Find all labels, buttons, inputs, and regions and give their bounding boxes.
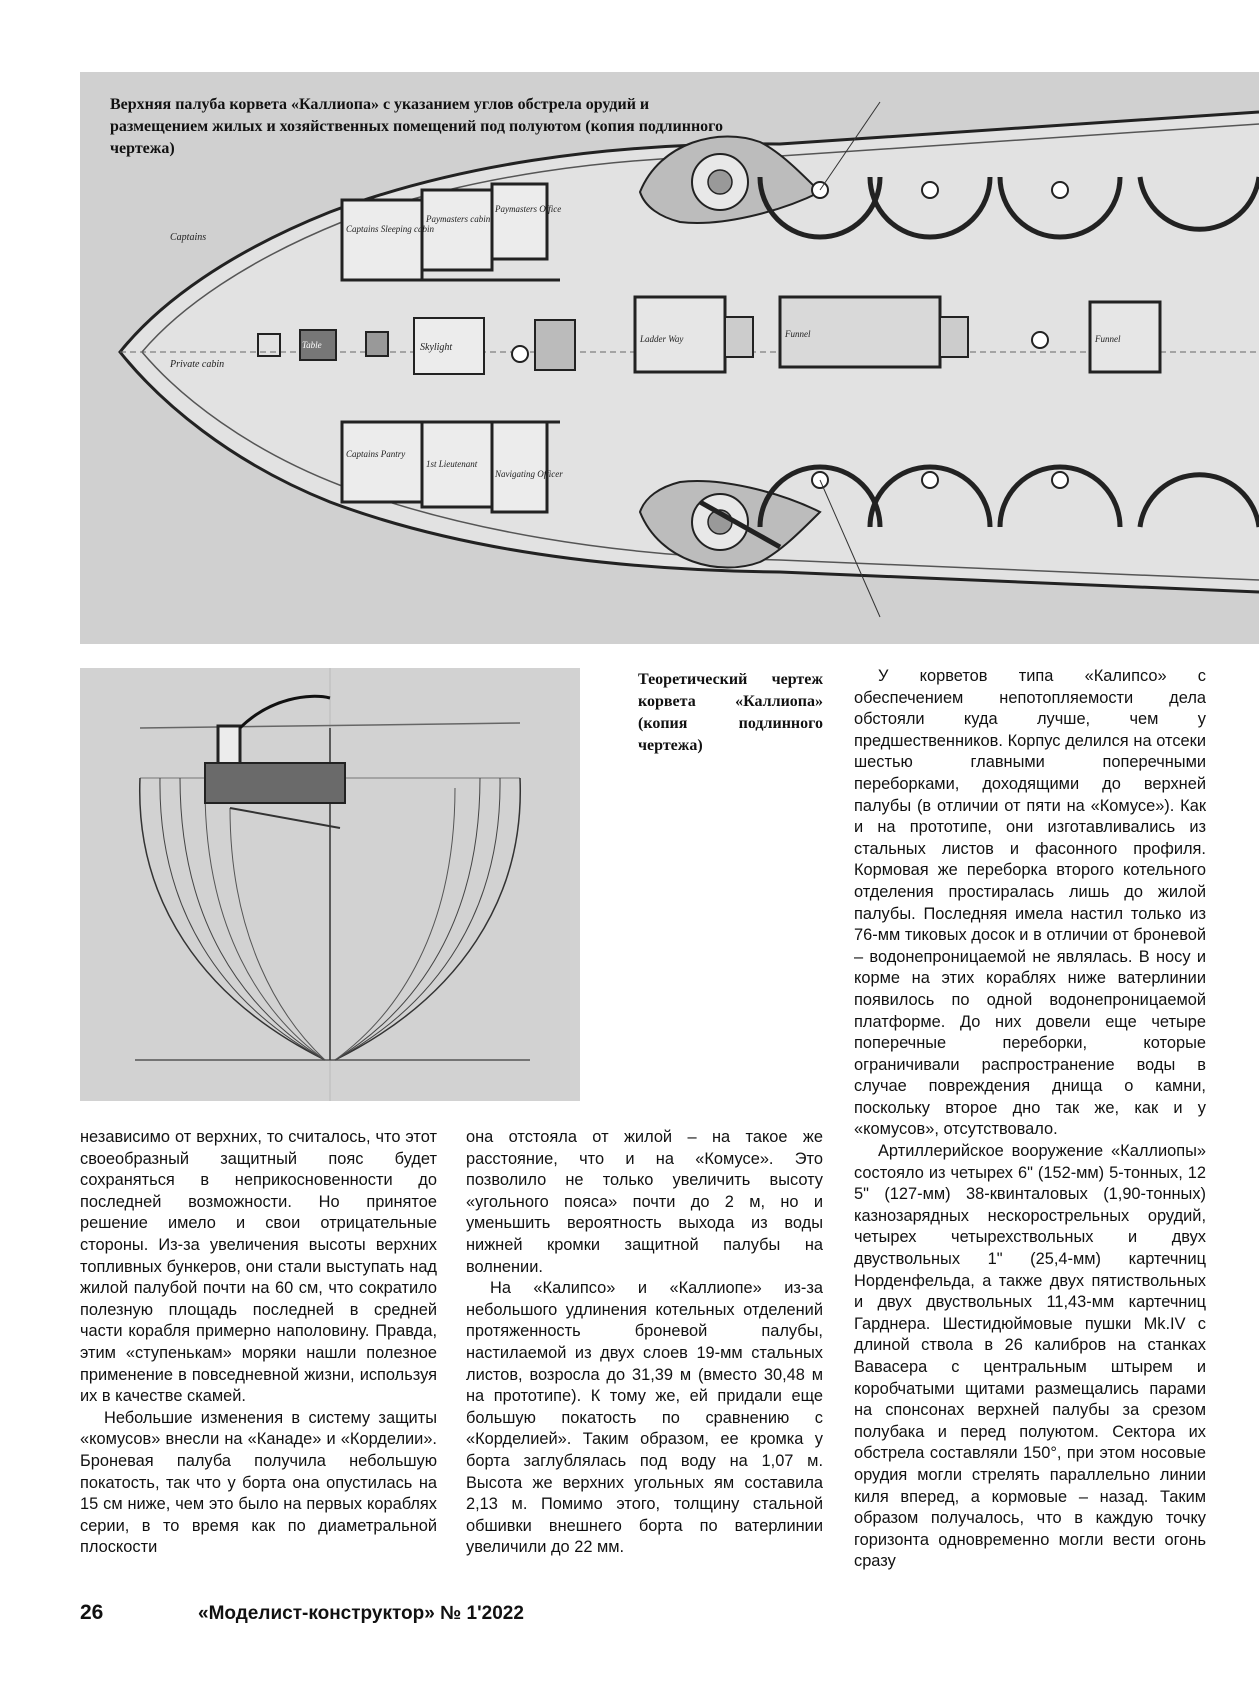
label-private-cabin: Private cabin	[170, 359, 225, 370]
article-column-left	[80, 1127, 437, 1559]
paragraph: На «Калипсо» и «Каллиопе» из-за небольшого удлинения котельных отделений протяженность броневой палубы, настилаемой из двух слоев 19-мм стальных листов, возросла до 31,39 м (вместо 30,48 м на прототипе). К тому же, ей придали еще большую покатость по сравнению с «Корделией». Таким образом, ее кромка у борта заглублялась под воду на 1,07 м. Высота же верхних угольных ям составила 2,13 м. Помимо этого, толщину стальной обшивки внешнего борта по ватерлинии увеличили до 22 мм.	[466, 1279, 823, 1557]
deck-plan-caption: Верхняя палуба корвета «Каллиопа» с указанием углов обстрела орудий и размещением жилых и хозяйственных помещений под полуютом (копия подлинного чертежа)	[110, 96, 724, 157]
label-funnel-2: Funnel	[1095, 334, 1121, 344]
label-navigating-officer: Navigating Officer	[495, 469, 563, 479]
label-table: Table	[302, 340, 322, 350]
paragraph: Артиллерийское вооружение «Каллиопы» состояло из четырех 6" (152-мм) 5-тонных, 12 5" (127-мм) 38-квинталовых (1,90-тонных) казнозарядных нескорострельных орудий, четырех четырехствольных и двух двуствольных 1" (25,4-мм) картечниц Норденфельда, а также двух пятиствольных и двух двуствольных 11,43-мм картечниц Гарднера. Шестидюймовые пушки Mk.IV с длиной ствола в 26 калибров на станках Вавасера с центральным штырем и коробчатыми щитами размещались парами на спонсонах верхней палубы за срезом полубака и перед полуютом. Сектора их обстрела составляли 150°, при этом носовые орудия могли стрелять параллельно линии киля вперед, а кормовые – назад. Таким образом получалось, что в каждую точку горизонта одновременно могли вести огонь сразу	[854, 1142, 1206, 1571]
article-column-right	[854, 666, 1206, 1573]
label-captains-cabin: Captains	[170, 232, 207, 243]
page-footer	[80, 1601, 1206, 1631]
paragraph: она отстояла от жилой – на такое же расстояние, что и на «Комусе». Это позволило не только увеличить высоту «угольного пояса» почти до 2 м, но и уменьшить вероятность выхода из воды нижней кромки защитной палубы на волнении.	[466, 1128, 823, 1276]
journal-title: «Моделист-конструктор» № 1'2022	[198, 1603, 524, 1624]
label-funnel-1: Funnel	[785, 329, 811, 339]
article-column-middle	[466, 1127, 823, 1559]
paragraph: Небольшие изменения в систему защиты «комусов» внесли на «Канаде» и «Корделии». Броневая палуба получила небольшую покатость, так что у борта она опустилась на 15 см ниже, чем это было на первых кораблях серии, в то время как по диаметральной плоскости	[80, 1408, 437, 1557]
label-skylight: Skylight	[420, 342, 453, 353]
body-plan-caption: Теоретический чертеж корвета «Каллиопа» (копия подлинного чертежа)	[638, 671, 823, 754]
paragraph: У корветов типа «Калипсо» с обеспечением непотопляемости дела обстояли куда лучше, чем у предшественников. Корпус делился на отсеки шестью главными поперечными переборками, доходящими до верхней палубы (в отличии от пяти на «Комусе»). Как и на прототипе, они изготавливались из стальных листов и фасонного профиля. Кормовая же переборка второго котельного отделения простиралась лишь до жилой палубы. Последняя имела настил только из 76-мм тиковых досок и в отличии от броневой – водонепроницаемой не являлась. В носу и корме на этих кораблях ниже ватерлинии появилось по одной водонепроницаемой платформе. До них довели еще четыре поперечные переборки, которые ограничивали распространение воды в случае повреждения днища о камни, поскольку второе дно так же, как и у «комусов», отсутствовало.	[854, 667, 1206, 1139]
label-captains-sleeping-cabin: Captains Sleeping cabin	[346, 224, 434, 234]
paragraph: независимо от верхних, то считалось, что этот своеобразный защитный пояс будет сохраняться в неприкосновенности до последней возможности. Но принятое решение имело и свои отрицательные стороны. Из-за увеличения высоты верхних топливных бункеров, они стали выступать над жилой палубой почти на 60 см, что сократило полезную площадь последней в средней части корабля примерно наполовину. Правда, этим «ступенькам» моряки нашли полезное применение в повседневной жизни, используя их в качестве скамей.	[80, 1128, 437, 1406]
body-plan-figure	[80, 668, 580, 1101]
label-paymasters-cabin: Paymasters cabin	[426, 214, 491, 224]
deck-plan-figure	[80, 72, 1259, 644]
label-captains-pantry: Captains Pantry	[346, 449, 406, 459]
body-plan-drawing	[80, 668, 580, 1101]
label-ladder-way: Ladder Way	[640, 334, 684, 344]
label-first-lieutenant: 1st Lieutenant	[426, 459, 478, 469]
label-paymasters-office: Paymasters Office	[495, 204, 562, 214]
page-number: 26	[80, 1601, 104, 1624]
